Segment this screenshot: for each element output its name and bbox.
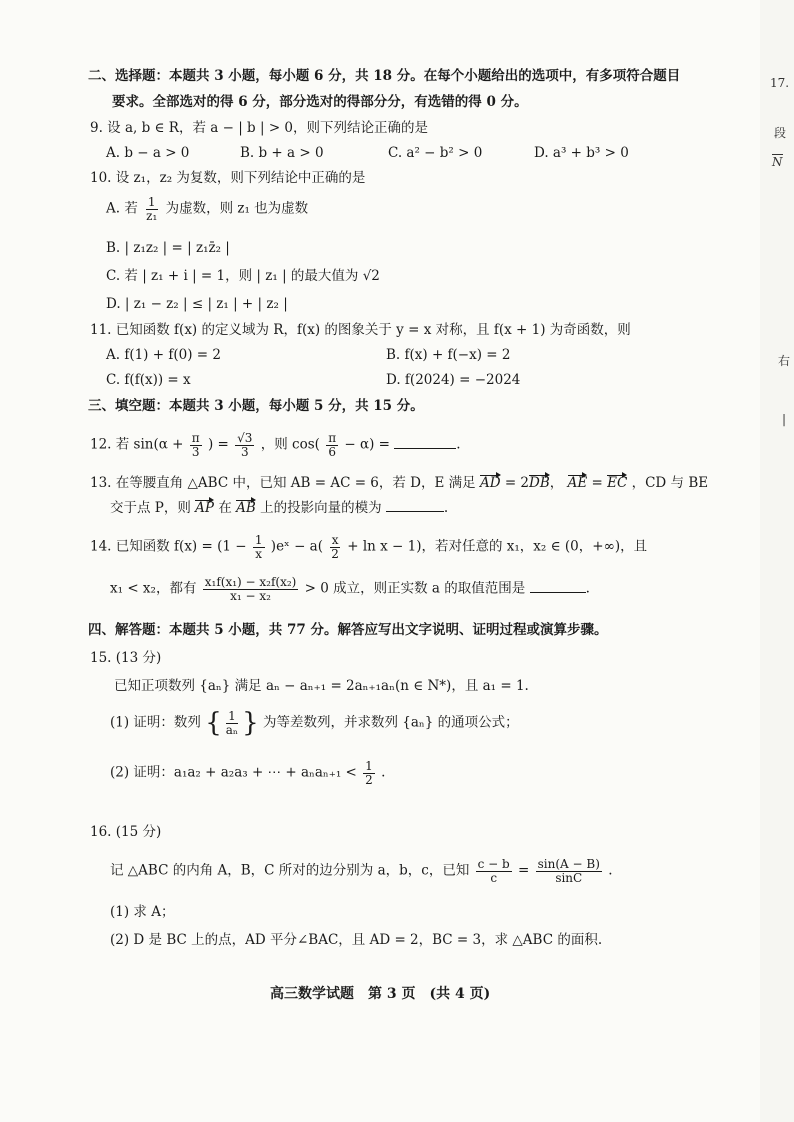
q14-l2-pre: x₁ < x₂，都有 [110, 580, 197, 597]
q15-p1-frac [224, 710, 240, 736]
section4-header: 四、解答题：本题共 5 小题，共 77 分。解答应写出文字说明、证明过程或演算步骤。 [88, 622, 608, 638]
q15-p2-pre: (2) 证明：a₁a₂ + a₂a₃ + ⋯ + aₙaₙ₊₁ < [110, 764, 357, 781]
q16-frac2-num: sin(A − B) [537, 857, 600, 871]
q16-title: 16. (15 分) [90, 824, 162, 840]
q14-line2: x₁ < x₂，都有 $\frac{\text{x₁f(x₁) − x₂f(x₂)}}{\text{x₁ − x₂}}$ > 0 成立，则正实数 a 的取值范围是 . [110, 575, 590, 603]
q15-given: 已知正项数列 {aₙ} 满足 aₙ − aₙ₊₁ = 2aₙ₊₁aₙ(n ∈ N*)，且 a₁ = 1. [114, 678, 529, 694]
q14-l1-pre: 14. 已知函数 f(x) = (1 − [90, 538, 247, 555]
q15-p2-post: . [381, 764, 386, 781]
q11-option-c: C. f(f(x)) = x [106, 372, 191, 388]
q14-frac2 [329, 534, 341, 560]
q16-frac1 [476, 858, 512, 884]
section3-header: 三、填空题：本题共 3 小题，每小题 5 分，共 15 分。 [88, 398, 424, 414]
page-footer: 高三数学试题 第 3 页 (共 4 页) [270, 986, 491, 1002]
edge-text-you: 右 [778, 354, 791, 368]
q15-p1-post: 为等差数列，并求数列 {aₙ} 的通项公式； [262, 714, 519, 731]
q12-answer-blank[interactable] [394, 447, 456, 449]
q16-frac1-num: c − b [477, 857, 510, 871]
q13-answer-blank[interactable] [386, 510, 444, 512]
q12-mid1: ) = [207, 436, 229, 453]
q14-l2-post: > 0 成立，则正实数 a 的取值范围是 [304, 580, 526, 597]
q10-option-a-num: 1 [147, 195, 156, 209]
q12: 12. 若 sin(α + $\frac{\pi}{3}$ ) = $\frac{√3}{3}$ ，则 cos( $\frac{\pi}{6}$ − α) = . [90, 431, 461, 459]
q16-part2: (2) D 是 BC 上的点，AD 平分∠BAC，且 AD = 2，BC = 3，求 △ABC 的面积. [110, 932, 603, 948]
q11-option-a: A. f(1) + f(0) = 2 [106, 347, 221, 363]
q10-option-a-pre: A. 若 [106, 200, 138, 217]
q13-sep: ， [549, 475, 564, 491]
q12-frac1-num: π [191, 431, 200, 445]
vector-ab: AB [236, 500, 256, 516]
q15-p2-frac [363, 760, 375, 786]
q12-frac3-den: 6 [328, 444, 336, 459]
q9-stem: 9. 设 a, b ∈ R，若 a − | b | > 0，则下列结论正确的是 [90, 120, 429, 136]
q12-frac1-den: 3 [191, 444, 200, 459]
q13-eq1: = 2 [504, 475, 530, 491]
q14-frac1-den: x [255, 546, 263, 561]
q10-option-a-post: 为虚数，则 z₁ 也为虚数 [165, 200, 309, 217]
q13-line2: 交于点 P，则 AP 在 AB 上的投影向量的模为 . [110, 500, 449, 516]
q10-option-b: B. | z₁z₂ | = | z₁z̄₂ | [106, 240, 230, 256]
q16-frac2 [536, 858, 602, 884]
q16-given-pre: 记 △ABC 的内角 A，B，C 所对的边分别为 a，b，c，已知 [110, 862, 470, 879]
q10-option-a-den: z₁ [146, 208, 158, 223]
q10-option-d: D. | z₁ − z₂ | ≤ | z₁ | + | z₂ | [106, 296, 288, 312]
q10-option-a [106, 196, 308, 222]
q9-option-d: D. a³ + b³ > 0 [534, 145, 629, 161]
q14-l1-post: + ln x − 1)，若对任意的 x₁，x₂ ∈ (0，+∞)，且 [347, 538, 648, 555]
q14-frac3-den: x₁ − x₂ [230, 588, 271, 603]
q16-given [110, 858, 613, 884]
q12-frac3-num: π [328, 431, 337, 445]
q9-option-b: B. b + a > 0 [240, 145, 324, 161]
q16-given-post: . [608, 862, 613, 879]
edge-text-17: 17. [770, 76, 790, 90]
q15-part1 [110, 708, 519, 739]
q10-stem: 10. 设 z₁，z₂ 为复数，则下列结论中正确的是 [90, 170, 366, 186]
vector-ad: AD [479, 475, 501, 491]
q12-frac2 [235, 432, 254, 458]
edge-text-n: N [772, 155, 783, 169]
q9-option-c: C. a² − b² > 0 [388, 145, 483, 161]
q12-post: − α) = [344, 436, 390, 453]
q15-set-braces: { $\frac{1}{\text{aₙ}}$ } [205, 708, 259, 739]
section2-header-line1: 二、选择题：本题共 3 小题，每小题 6 分，共 18 分。在每个小题给出的选项中，有多项符合题目 [88, 68, 681, 84]
q13-eq2: = [591, 475, 603, 491]
q9-option-a: A. b − a > 0 [106, 145, 190, 161]
edge-text-duan: 段 [774, 126, 787, 140]
vector-db: DB [529, 475, 550, 491]
q15-p2-num: 1 [365, 759, 373, 773]
q14-frac3 [203, 576, 299, 602]
q14-line1 [90, 534, 647, 560]
q16-frac2-den: sinC [555, 870, 583, 885]
q11-stem: 11. 已知函数 f(x) 的定义域为 R，f(x) 的图象关于 y = x 对称，且 f(x + 1) 为奇函数，则 [90, 322, 631, 338]
q11-option-b: B. f(x) + f(−x) = 2 [386, 347, 511, 363]
q14-frac1 [253, 534, 265, 560]
q14-l1-mid: )eˣ − a( [270, 538, 323, 555]
q14-frac2-num: x [331, 533, 339, 547]
q12-frac1 [190, 432, 202, 458]
q14-frac1-num: 1 [254, 533, 263, 547]
q12-mid2: ，则 cos( [260, 436, 320, 453]
q13-l2-mid: 在 [218, 500, 232, 516]
q12-frac2-num: √3 [237, 431, 253, 445]
q13-l2-post: 上的投影向量的模为 [260, 500, 382, 516]
q15-p1-pre: (1) 证明：数列 [110, 714, 201, 731]
vector-ap: AP [195, 500, 215, 516]
q11-option-d: D. f(2024) = −2024 [386, 372, 521, 388]
q16-frac1-den: c [490, 870, 498, 885]
vector-ec: EC [607, 475, 628, 491]
q15-p1-num: 1 [228, 709, 236, 723]
q15-title: 15. (13 分) [90, 650, 162, 666]
edge-text-bar: | [782, 412, 787, 426]
q12-pre: 12. 若 sin(α + [90, 436, 184, 453]
q13-l2-pre: 交于点 P，则 [110, 500, 191, 516]
q16-part1: (1) 求 A； [110, 904, 175, 920]
q10-option-a-fraction [144, 196, 159, 222]
q12-frac3 [326, 432, 338, 458]
q15-p2-den: 2 [365, 772, 373, 787]
vector-ae: AE [567, 475, 588, 491]
q14-frac2-den: 2 [331, 546, 339, 561]
q16-eq: = [518, 862, 530, 879]
q14-answer-blank[interactable] [530, 591, 586, 593]
q13-l1-post: ，CD 与 BE [631, 475, 709, 491]
q10-option-c: C. 若 | z₁ + i | = 1，则 | z₁ | 的最大值为 √2 [106, 268, 380, 284]
q13-line1 [90, 475, 708, 491]
q15-p1-den: aₙ [225, 722, 239, 737]
q14-frac3-num: x₁f(x₁) − x₂f(x₂) [204, 575, 297, 589]
section2-header-line2: 要求。全部选对的得 6 分，部分选对的得部分分，有选错的得 0 分。 [112, 94, 528, 110]
q13-l1-pre: 13. 在等腰直角 △ABC 中，已知 AB = AC = 6，若 D，E 满足 [90, 475, 476, 491]
q12-frac2-den: 3 [240, 444, 249, 459]
q15-part2 [110, 760, 385, 786]
